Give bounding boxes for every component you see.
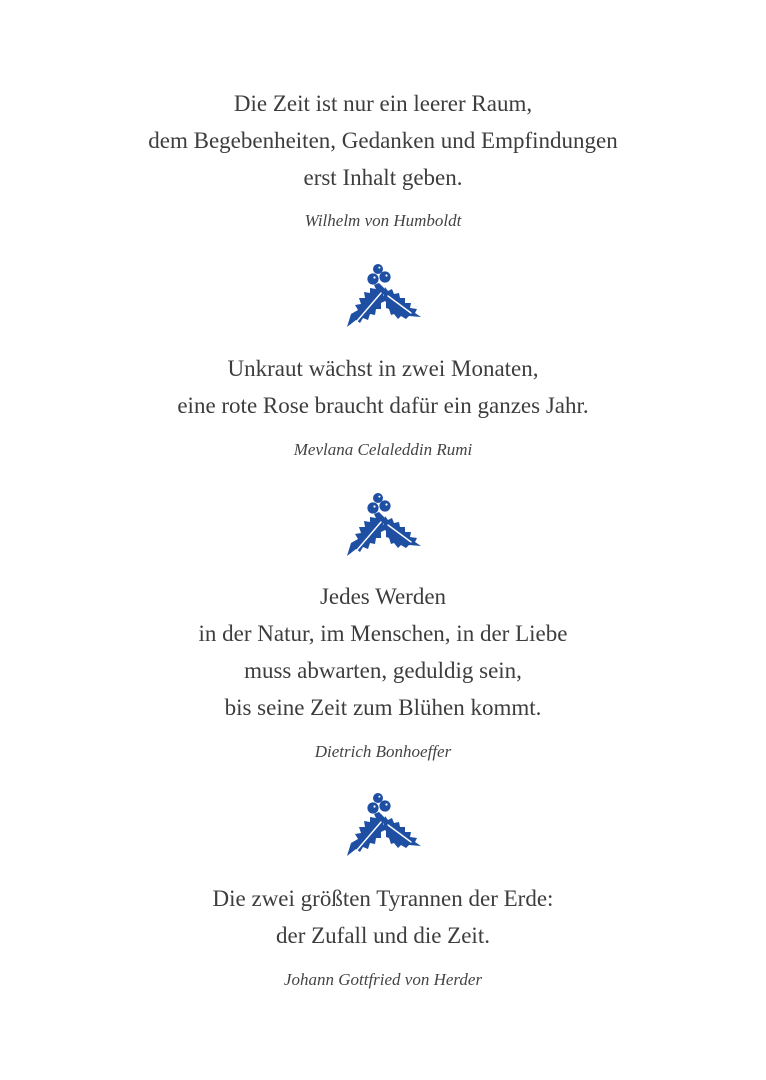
quote-line: Jedes Werden xyxy=(319,584,447,609)
holly-icon xyxy=(343,492,423,558)
quote-line: in der Natur, im Menschen, in der Liebe xyxy=(198,621,568,646)
quote-author-bonhoeffer: Dietrich Bonhoeffer xyxy=(314,742,452,761)
quote-line: Die zwei größten Tyrannen der Erde: xyxy=(212,886,554,911)
quote-author-humboldt: Wilhelm von Humboldt xyxy=(304,211,462,230)
holly-icon xyxy=(343,263,423,329)
quote-text-herder xyxy=(0,880,766,954)
quote-author-rumi: Mevlana Celaleddin Rumi xyxy=(293,440,473,459)
quote-line: Unkraut wächst in zwei Monaten, xyxy=(227,356,539,381)
quote-line: der Zufall und die Zeit. xyxy=(276,923,490,948)
holly-icon xyxy=(343,792,423,858)
quote-line: erst Inhalt geben. xyxy=(303,165,463,190)
quote-line: Die Zeit ist nur ein leerer Raum, xyxy=(233,91,533,116)
quote-line: bis seine Zeit zum Blühen kommt. xyxy=(224,695,542,720)
quote-line: eine rote Rose braucht dafür ein ganzes Jahr. xyxy=(177,393,589,418)
quote-author-herder: Johann Gottfried von Herder xyxy=(283,970,483,989)
quote-text-bonhoeffer xyxy=(0,578,766,726)
quote-line: muss abwarten, geduldig sein, xyxy=(244,658,522,683)
quote-text-humboldt xyxy=(0,85,766,196)
quote-line: dem Begebenheiten, Gedanken und Empfindungen xyxy=(148,128,618,153)
quote-text-rumi xyxy=(0,350,766,424)
